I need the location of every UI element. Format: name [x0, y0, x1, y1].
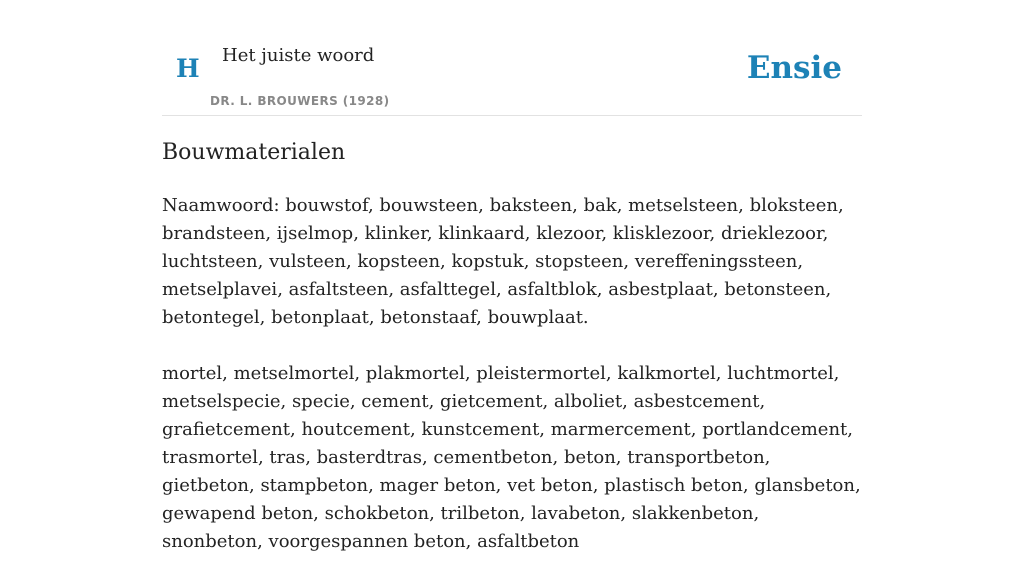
- header: [162, 0, 862, 116]
- entry-title: Bouwmaterialen: [162, 140, 346, 165]
- book-title-link[interactable]: Het juiste woord: [222, 45, 375, 66]
- book-author: DR. L. BROUWERS (1928): [210, 94, 390, 108]
- ensie-brand-link[interactable]: Ensie: [746, 50, 842, 86]
- entry-content: [162, 192, 862, 584]
- book-logo-link[interactable]: H: [176, 54, 200, 83]
- page: [162, 0, 862, 552]
- entry-paragraph: Naamwoord: bouwstof, bouwsteen, baksteen, bak, metselsteen, bloksteen, brandsteen, ijselmop, klinker, klinkaard, klezoor, klisklezoor, drieklezoor, luchtsteen, vulsteen, kopsteen, kopstuk, stopsteen, vereffeningssteen, metselplavei, asfaltsteen, asfalttegel, asfaltblok, asbestplaat, betonsteen, betontegel, betonplaat, betonstaaf, bouwplaat.: [162, 195, 844, 328]
- entry-paragraph: mortel, metselmortel, plakmortel, pleistermortel, kalkmortel, luchtmortel, metselspecie, specie, cement, gietcement, alboliet, asbestcement, grafietcement, houtcement, kunstcement, marmercement, portlandcement, trasmortel, tras, basterdtras, cementbeton, beton, transportbeton, gietbeton, stampbeton, mager beton, vet beton, plastisch beton, glansbeton, gewapend beton, schokbeton, trilbeton, lavabeton, slakkenbeton, snonbeton, voorgespannen beton, asfaltbeton: [162, 363, 861, 552]
